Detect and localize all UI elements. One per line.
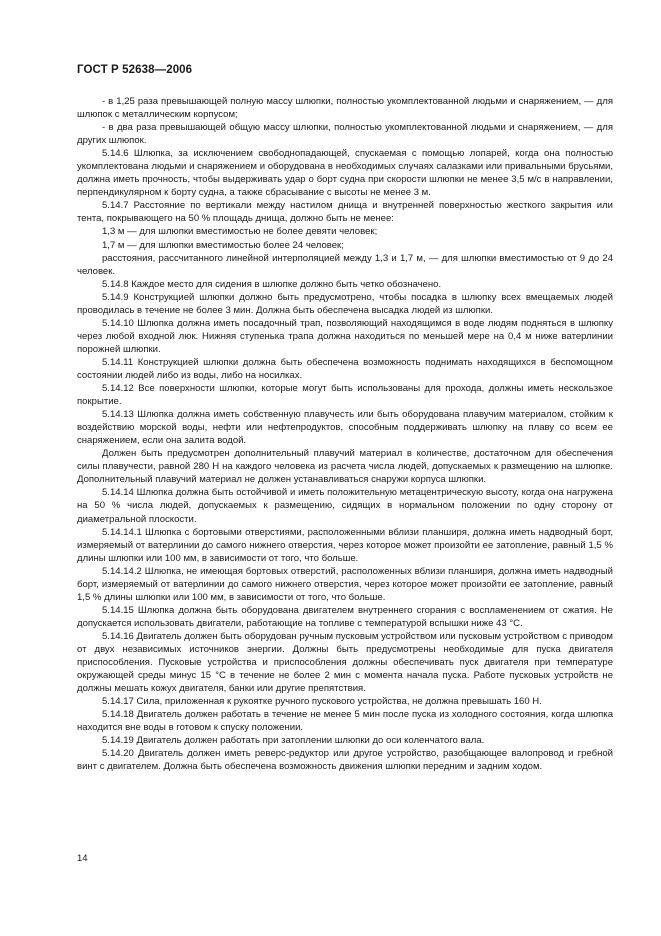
paragraph: 5.14.15 Шлюпка должна быть оборудована двигателем внутреннего сгорания с воспламенением от сжатия. Не допускается использовать двигатели, работающие на топливе с температурой вспышки ниже 43 °С. [77, 604, 613, 629]
paragraph: 5.14.17 Сила, приложенная к рукоятке ручного пускового устройства, не должна превышать 160 Н. [102, 696, 542, 708]
paragraph: Должен быть предусмотрен дополнительный плавучий материал в количестве, достаточном для обеспечения силы плавучести, равной 280 Н на каждого человека из расчета числа людей, допускаемых к размещению на шлюпке. Дополнительный плавучий материал не должен устанавливаться снаружи корпуса шлюпки. [77, 448, 613, 486]
paragraph: 1,7 м — для шлюпки вместимостью более 24 человек; [102, 239, 344, 251]
paragraph: 5.14.14.1 Шлюпка с бортовыми отверстиями, расположенными вблизи планширя, должна иметь надводный борт, измеряемый от ватерлинии до самого нижнего отверстия, через которое может произойти ее затопление, равный 1,5 % длины шлюпки или 100 мм, в зависимости от того, что больше. [77, 526, 613, 564]
paragraph: 5.14.10 Шлюпка должна иметь посадочный трап, позволяющий находящимся в воде людям подняться в шлюпку через любой входной люк. Нижняя ступенька трапа должна находиться по меньшей мере на 0,4 м ниже ватерлинии порожней шлюпки. [77, 317, 613, 355]
paragraph: 5.14.13 Шлюпка должна иметь собственную плавучесть или быть оборудована плавучим материалом, стойким к воздействию морской воды, нефти или нефтепродуктов, способным поддерживать шлюпку на плаву со всем ее снаряжением, если она залита водой. [77, 409, 613, 447]
paragraph: 5.14.12 Все поверхности шлюпки, которые могут быть использованы для прохода, должны иметь нескользкое покрытие. [77, 383, 613, 408]
page-number: 14 [77, 853, 88, 864]
paragraph: расстояния, рассчитанного линейной интерполяцией между 1,3 и 1,7 м, — для шлюпки вместимостью от 9 до 24 человек. [77, 252, 613, 277]
paragraph: - в два раза превышающей общую массу шлюпки, полностью укомплектованной людьми и снаряжением, — для других шлюпок. [77, 122, 613, 147]
paragraph: 5.14.18 Двигатель должен работать в течение не менее 5 мин после пуска из холодного состояния, когда шлюпка находится вне воды в готовом к спуску положении. [77, 709, 613, 734]
paragraph: 5.14.14.2 Шлюпка, не имеющая бортовых отверстий, расположенных вблизи планширя, должна иметь надводный борт, измеряемый от ватерлинии до самого нижнего отверстия, через которое может произойти ее затопление, равный 1,5 % длины шлюпки или 100 мм, в зависимости от того, что больше. [77, 565, 613, 603]
paragraph: 5.14.14 Шлюпка должна быть остойчивой и иметь положительную метацентрическую высоту, когда она нагружена на 50 % числа людей, допускаемых к размещению, сидящих в нормальном положении по одну сторону от диаметральной плоскости. [77, 487, 613, 525]
paragraph: 5.14.20 Двигатель должен иметь реверс-редуктор или другое устройство, разобщающее валопровод и гребной винт с двигателем. Должна быть обеспечена возможность движения шлюпки передним и задним ходом. [77, 748, 613, 773]
paragraph: 5.14.19 Двигатель должен работать при затоплении шлюпки до оси коленчатого вала. [102, 735, 485, 747]
body-text [77, 95, 613, 773]
paragraph: 5.14.16 Двигатель должен быть оборудован ручным пусковым устройством или пусковым устройством с приводом от двух независимых источников энергии. Должны быть предусмотрены необходимые для пуска двигателя приспособления. Пусковые устройства и приспособления должны обеспечивать пуск двигателя при температуре окружающей среды минус 15 °С в течение не более 2 мин с момента начала пуска. Работе пусковых устройств не должны мешать кожух двигателя, банки или другие препятствия. [77, 630, 613, 695]
paragraph: 1,3 м — для шлюпки вместимостью не более девяти человек; [102, 226, 378, 238]
paragraph: 5.14.8 Каждое место для сидения в шлюпке должно быть четко обозначено. [102, 278, 442, 290]
paragraph: 5.14.6 Шлюпка, за исключением свободнопадающей, спускаемая с помощью лопарей, когда она полностью укомплектована людьми и снаряжением и оборудована в необходимых случаях салазками или привальными брусьями, должна иметь прочность, чтобы выдерживать удар о борт судна при скорости шлюпки не менее 3,5 м/с в направлении, перпендикулярном к борту судна, а также сбрасывание с высоты не менее 3 м. [77, 148, 613, 199]
standard-header: ГОСТ Р 52638—2006 [77, 64, 193, 76]
paragraph: 5.14.7 Расстояние по вертикали между настилом днища и внутренней поверхностью жесткого закрытия или тента, покрывающего на 50 % площадь днища, должно быть не менее: [77, 200, 613, 225]
paragraph: - в 1,25 раза превышающей полную массу шлюпки, полностью укомплектованной людьми и снаряжением, — для шлюпок с металлическим корпусом; [77, 96, 613, 121]
paragraph: 5.14.11 Конструкцией шлюпки должна быть обеспечена возможность поднимать находящихся в беспомощном состоянии людей либо из воды, либо на носилках. [77, 356, 613, 381]
paragraph: 5.14.9 Конструкцией шлюпки должно быть предусмотрено, чтобы посадка в шлюпку всех вмещаемых людей проводилась в течение не более 3 мин. Должна быть обеспечена высадка людей из шлюпки. [77, 291, 613, 316]
